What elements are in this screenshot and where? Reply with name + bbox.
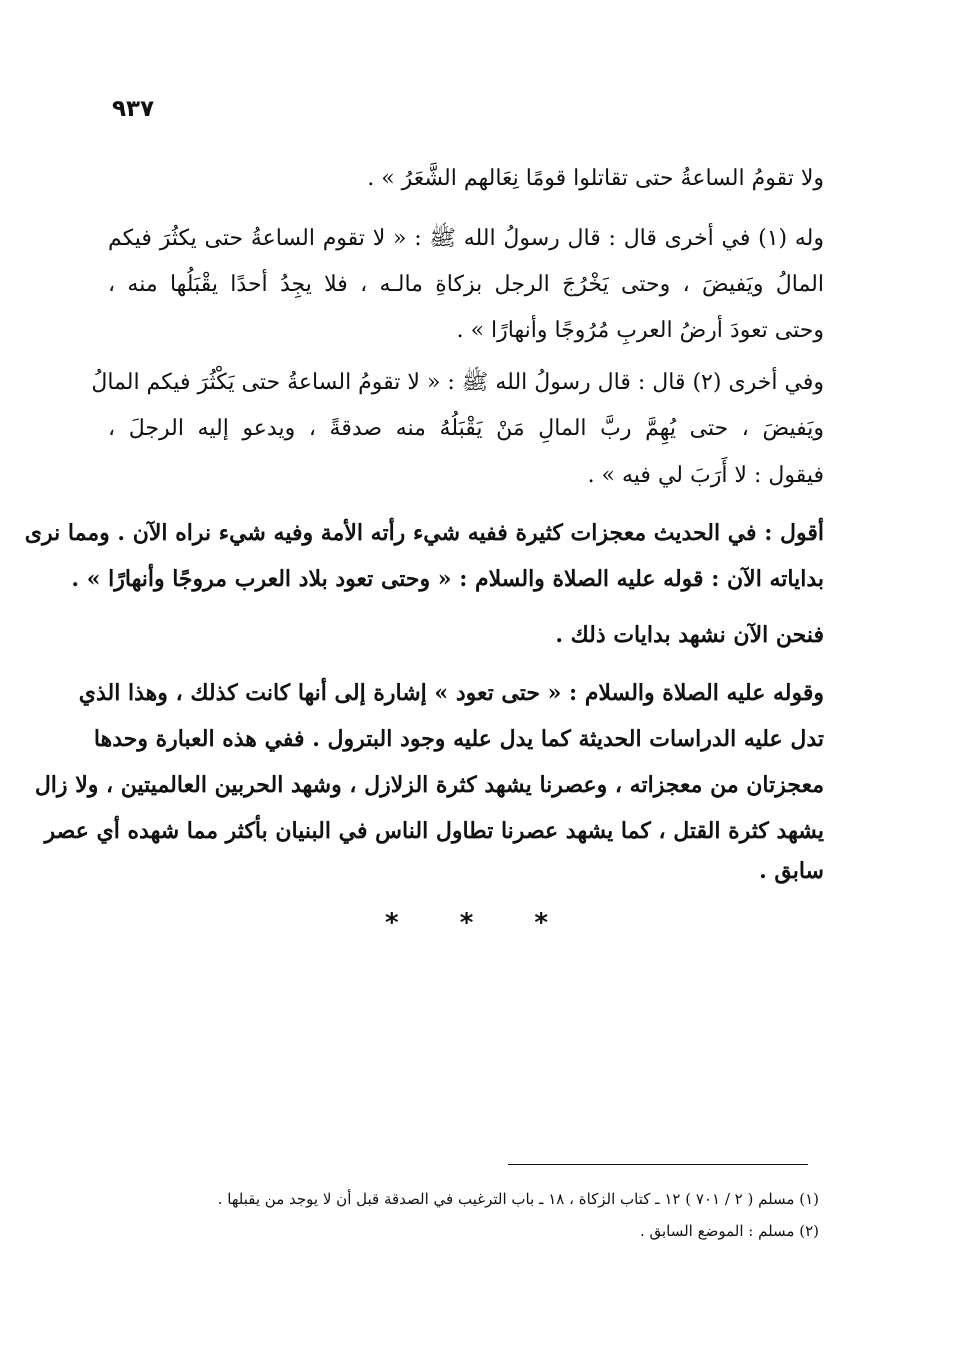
text-line: يشهد كثرة القتل ، كما يشهد عصرنا تطاول الناس في البنيان بأكثر مما شهده أي عصر — [44, 818, 824, 844]
text-line: ولا تقومُ الساعةُ حتى تقاتلوا قومًا نِعَالهم الشَّعَرُ » . — [367, 166, 824, 191]
text-line: المالُ ويَفيضَ ، وحتى يَخْرُجَ الرجل بزكاةِ مالـه ، فلا يجِدُ أحدًا يقْبَلُها منه ، — [108, 272, 824, 297]
text-line: وله (١) في أخرى قال : قال رسولُ الله ﷺ : « لا تقوم الساعةُ حتى يكثُرَ فيكم — [108, 226, 824, 251]
text-line: فنحن الآن نشهد بدايات ذلك . — [555, 622, 824, 648]
text-line: وقوله عليه الصلاة والسلام : « حتى تعود » إشارة إلى أنها كانت كذلك ، وهذا الذي — [78, 680, 824, 706]
footnote-2: (٢) مسلم : الموضع السابق . — [639, 1222, 819, 1240]
text-line: وفي أخرى (٢) قال : قال رسولُ الله ﷺ : « لا تقومُ الساعةُ حتى يَكْثُرَ فيكم المالُ — [91, 370, 824, 395]
text-line: معجزتان من معجزاته ، وعصرنا يشهد كثرة الزلازل ، وشهد الحربين العالميتين ، ولا زال — [34, 772, 824, 798]
text-line: وحتى تعودَ أرضُ العربِ مُرُوجًا وأنهارًا » . — [456, 318, 824, 343]
text-line: تدل عليه الدراسات الحديثة كما يدل عليه وجود البترول . ففي هذه العبارة وحدها — [93, 726, 824, 752]
text-line: أقول : في الحديث معجزات كثيرة ففيه شيء رأته الأمة وفيه شيء نراه الآن . ومما نرى — [24, 520, 824, 546]
text-line: فيقول : لا أَرَبَ لي فيه » . — [587, 463, 824, 488]
text-line: ويَفيضَ ، حتى يُهِمَّ ربَّ المالِ مَنْ يَقْبَلُهُ منه صدقةً ، ويدعو إليه الرجلَ ، — [108, 416, 824, 441]
footnote-1: (١) مسلم ( ٢ / ٧٠١ ) ١٢ ـ كتاب الزكاة ، ١٨ ـ باب الترغيب في الصدقة قبل أن لا يوجد من يقبلها . — [217, 1190, 819, 1208]
section-divider-stars: * * * — [385, 908, 574, 938]
page-number: ٩٣٧ — [112, 96, 155, 122]
footnote-rule — [508, 1164, 808, 1165]
text-line: سابق . — [759, 858, 824, 884]
text-line: بداياته الآن : قوله عليه الصلاة والسلام : « وحتى تعود بلاد العرب مروجًا وأنهارًا » . — [71, 566, 824, 592]
